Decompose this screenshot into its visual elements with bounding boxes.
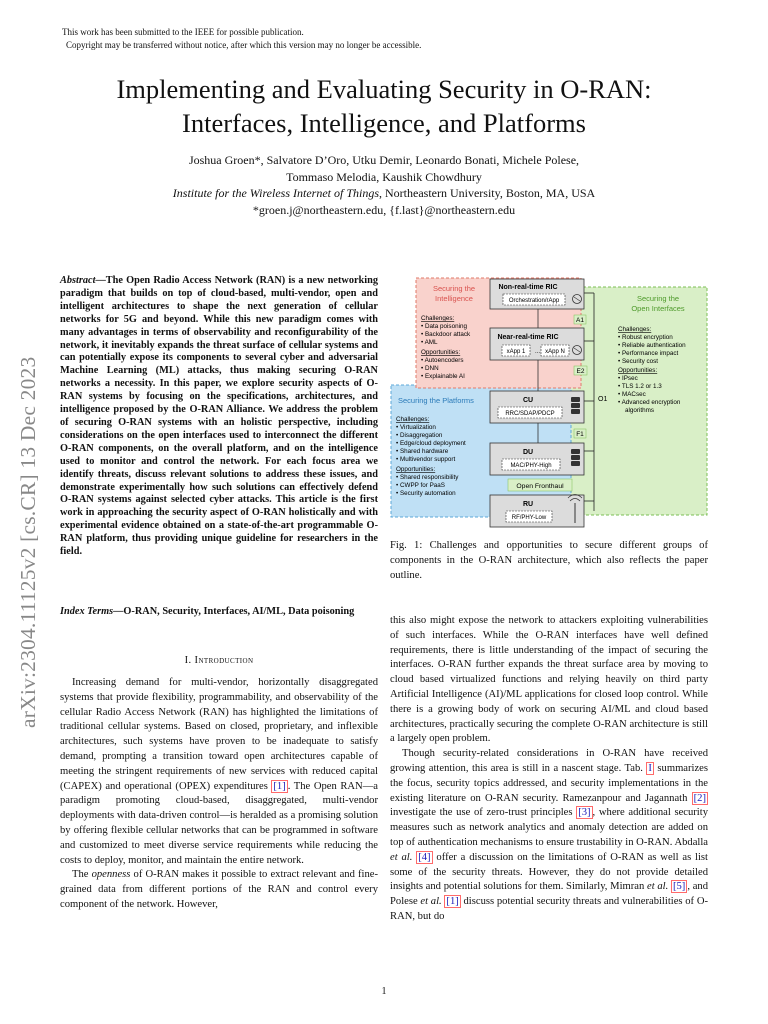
platforms-title: Securing the Platforms	[398, 396, 474, 405]
e2-label: E2	[576, 368, 585, 375]
intro-paragraph-1	[60, 676, 378, 868]
citation-link[interactable]: [4]	[418, 851, 431, 863]
intro-p2-a: The	[72, 869, 92, 881]
interfaces-opportunity: • MACsec	[618, 391, 646, 398]
paper-title	[40, 72, 728, 140]
interfaces-opportunity-cont: algorithms	[625, 407, 655, 414]
notice-line-2: Copyright may be transferred without notice, after which this version may no longer be accessible.	[66, 40, 422, 50]
platforms-challenge: • Multivendor support	[396, 456, 456, 463]
intro-p1-a: Increasing demand for multi-vendor, horizontally disaggregated systems that provide flexibility, programmability, and observability of the cellular Radio Access Network (RAN) has highlighted the limitations of traditional cellular systems. Based on closed, proprietary, and inflexible architectures, such systems have proven to be inadequate to satisfy demand, prompting a transition toward open architectures capable of meeting the stringent requirements of new services with reduced capital (CAPEX) and operational (OPEX) expenditures	[60, 677, 378, 792]
intro-paragraph-2	[60, 868, 378, 912]
title-line-2: Interfaces, Intelligence, and Platforms	[182, 108, 586, 138]
right-paragraph-1: this also might expose the network to attackers exploiting vulnerabilities of such interfaces. While the O-RAN interfaces have well defined requirements, there is little understanding of the impact of securing the interfaces. O-RAN further expands the threat surface area by moving to cloud based virtualized functions and relying heavily on third party Artificial Intelligence (AI)/ML applications for closed loop control. While there is a growing body of work on securing AI/ML and cloud based architectures, practically securing the complete O-RAN architecture is still a largely open problem.	[390, 615, 708, 745]
orchestration-label: Orchestration/rApp	[508, 298, 560, 304]
right-paragraph-2	[390, 747, 708, 925]
index-terms-label: Index Terms	[60, 606, 114, 617]
right-column-text	[390, 614, 708, 925]
intelligence-challenge: • AML	[421, 339, 438, 346]
university: , Northeastern University, Boston, MA, USA	[379, 186, 596, 200]
a1-label: A1	[576, 317, 584, 324]
abstract-text: —The Open Radio Access Network (RAN) is a new networking paradigm that builds on top of cloud-based, multi-vendor, open and intelligent architectures to shape the next generation of cellular networks for 5G and beyond. While this new paradigm comes with many advantages in terms of observability and reconfigurability of the network, it inevitably expands the threat surface of cellular systems and can potentially expose its components to several cyber and adversarial Machine Learning (ML) attacks, thus making securing O-RAN networks a necessity. In this paper, we explore security aspects of O-RAN systems by focusing on the specifications, architectures, and intelligence proposed by the O-RAN Alliance. We address the problem of securing O-RAN systems with an holistic perspective, including considerations on the open interfaces used to interconnect the different O-RAN components, on the overall platform, and on the intelligence used to monitor and control the network. For each focus area we identify threats, discuss relevant solutions to address these issues, and demonstrate experimentally how such solutions can effectively defend O-RAN systems against selected cyber attacks. This article is the first work in approaching the security aspect of O-RAN holistically and with experimental evidence obtained on a state-of-the-art programmable O-RAN platform, thus providing unique guideline for researchers in the field.	[60, 275, 378, 558]
page-number: 1	[381, 986, 387, 997]
intro-text	[60, 676, 378, 913]
interfaces-challenge: • Robust encryption	[618, 334, 673, 341]
right-p2-e: offer a discussion on the limitations of O-RAN as well as list some of the security threats. However, they do not provide detailed insights and potential solutions for them. Similarly, Mimran	[390, 851, 708, 893]
citation-link[interactable]: [5]	[672, 881, 686, 893]
interfaces-challenge: • Security cost	[618, 358, 659, 365]
citation-link[interactable]: [3]	[578, 807, 591, 819]
figure-1	[388, 275, 710, 530]
du-server-icon	[571, 449, 580, 466]
interfaces-opportunities-label: Opportunities:	[618, 367, 658, 374]
et-al: et al.	[390, 851, 413, 863]
intelligence-opportunity: • Autoencoders	[421, 357, 464, 364]
institute-name: Institute for the Wireless Internet of Things	[172, 186, 379, 200]
submission-notice	[62, 26, 421, 52]
intelligence-challenge: • Backdoor attack	[421, 331, 471, 338]
authors-line-1: Joshua Groen*, Salvatore D’Oro, Utku Demir, Leonardo Bonati, Michele Polese,	[188, 153, 580, 167]
notice-line-1: This work has been submitted to the IEEE for possible publication.	[62, 27, 304, 37]
ru-label: RU	[522, 501, 534, 508]
xapp-1-label: xApp 1	[506, 349, 526, 355]
platforms-challenge: • Disaggregation	[396, 432, 443, 439]
section-title: Introduction	[194, 655, 254, 666]
platforms-opportunity: • CWPP for PaaS	[396, 482, 445, 489]
platforms-challenges-label: Challenges:	[396, 416, 430, 423]
index-terms-text: —O-RAN, Security, Interfaces, AI/ML, Data poisoning	[113, 606, 355, 617]
title-line-1: Implementing and Evaluating Security in O-RAN:	[116, 74, 652, 104]
section-number: I.	[184, 655, 192, 666]
et-al: et al.	[647, 881, 669, 893]
du-stack-label: MAC/PHY-High	[510, 463, 552, 469]
interfaces-opportunity: • IPsec	[618, 375, 638, 382]
interfaces-opportunity: • TLS 1.2 or 1.3	[618, 383, 662, 390]
table-link[interactable]: I	[648, 762, 652, 774]
xapp-ellipsis: ...	[535, 349, 541, 355]
intro-p2-b: of O-RAN makes it possible to extract relevant and fine-grained data from different portions of the RAN and control every component of the network. However,	[60, 869, 378, 910]
intelligence-challenge: • Data poisoning	[421, 323, 467, 330]
platforms-opportunities-label: Opportunities:	[396, 466, 436, 473]
citation-link[interactable]: [2]	[693, 792, 706, 804]
cu-server-icon	[571, 397, 580, 414]
xapp-n-label: xApp N	[545, 349, 565, 355]
oran-architecture-diagram	[388, 275, 710, 530]
intro-p2-emphasis: openness	[91, 869, 131, 881]
emails: *groen.j@northeastern.edu, {f.last}@northeastern.edu	[252, 202, 516, 217]
abstract-label: Abstract	[60, 275, 96, 286]
intelligence-opportunities-label: Opportunities:	[421, 349, 461, 356]
right-p2-c: investigate the use of zero-trust principles	[390, 807, 577, 819]
cu-stack-label: RRC/SDAP/PDCP	[505, 411, 555, 417]
citation-link[interactable]: [1]	[446, 896, 459, 908]
right-p2-f: , and Polese	[390, 881, 709, 908]
o1-label: O1	[598, 396, 608, 403]
intelligence-challenges-label: Challenges:	[421, 315, 455, 322]
interfaces-challenges-label: Challenges:	[618, 326, 652, 333]
citation-link[interactable]: [1]	[273, 780, 286, 792]
platforms-challenge: • Virtualization	[396, 424, 436, 431]
platforms-challenge: • Shared hardware	[396, 448, 449, 455]
et-al: et al.	[420, 896, 442, 908]
right-p2-b: summarizes the focus, security topics addressed, and security implementations in the existing literature on O-RAN security. Ramezanpour and Jagannath	[390, 762, 709, 804]
platforms-opportunity: • Security automation	[396, 490, 456, 497]
intelligence-title-2: Intelligence	[435, 294, 473, 303]
author-block	[60, 152, 708, 218]
interfaces-title-2: Open Interfaces	[631, 304, 685, 313]
intelligence-opportunity: • DNN	[421, 365, 439, 372]
ru-stack-label: RF/PHY-Low	[511, 515, 547, 521]
cu-label: CU	[522, 397, 534, 404]
figure-caption: Fig. 1: Challenges and opportunities to secure different groups of components in the O-RAN architecture, which also reflects the paper outline.	[390, 540, 708, 581]
right-p2-g: discuss potential security threats and vulnerabilities of O-RAN, but do	[390, 896, 709, 922]
f1-label: F1	[576, 431, 584, 438]
interfaces-challenge: • Performance impact	[618, 350, 679, 357]
index-terms	[60, 606, 378, 619]
interfaces-opportunity: • Advanced encryption	[618, 399, 681, 406]
intelligence-opportunity: • Explainable AI	[421, 373, 465, 380]
affiliation	[60, 185, 708, 202]
platforms-challenge: • Edge/cloud deployment	[396, 440, 466, 447]
platforms-opportunity: • Shared responsibility	[396, 474, 459, 481]
right-p2-d: , where additional security measures such as network analytics and anomaly detection are added on top of authentication mechanisms to ensure trustability in O-RAN. Abdalla	[390, 807, 708, 848]
nonrt-ric-label: Non-real-time RIC	[498, 284, 558, 291]
intro-p1-b: . The Open RAN—a paradigm promoting cloud-based, disaggregated, multi-vendor deployments with data-driven control—is heralded as a promising solution by offering flexible cellular networks that can be programmed in software and customized to meet diverse service requirements while reducing the costs to deploy, monitor, and maintain the entire network.	[60, 780, 378, 866]
du-label: DU	[522, 449, 534, 456]
abstract	[60, 275, 378, 559]
nearrt-ric-label: Near-real-time RIC	[497, 334, 559, 341]
right-p2-a: Though security-related considerations in O-RAN have received growing attention, this area is still in a nascent stage. Tab.	[390, 748, 708, 774]
arxiv-stamp-text: arXiv:2304.11125v2 [cs.CR] 13 Dec 2023	[16, 356, 40, 728]
interfaces-challenge: • Reliable authentication	[618, 342, 686, 349]
intelligence-title-1: Securing the	[432, 284, 476, 293]
interfaces-title-1: Securing the	[636, 294, 680, 303]
fronthaul-label: Open Fronthaul	[516, 483, 564, 490]
arxiv-stamp	[8, 268, 48, 728]
section-heading	[60, 655, 378, 666]
authors-line-2: Tommaso Melodia, Kaushik Chowdhury	[286, 169, 482, 184]
